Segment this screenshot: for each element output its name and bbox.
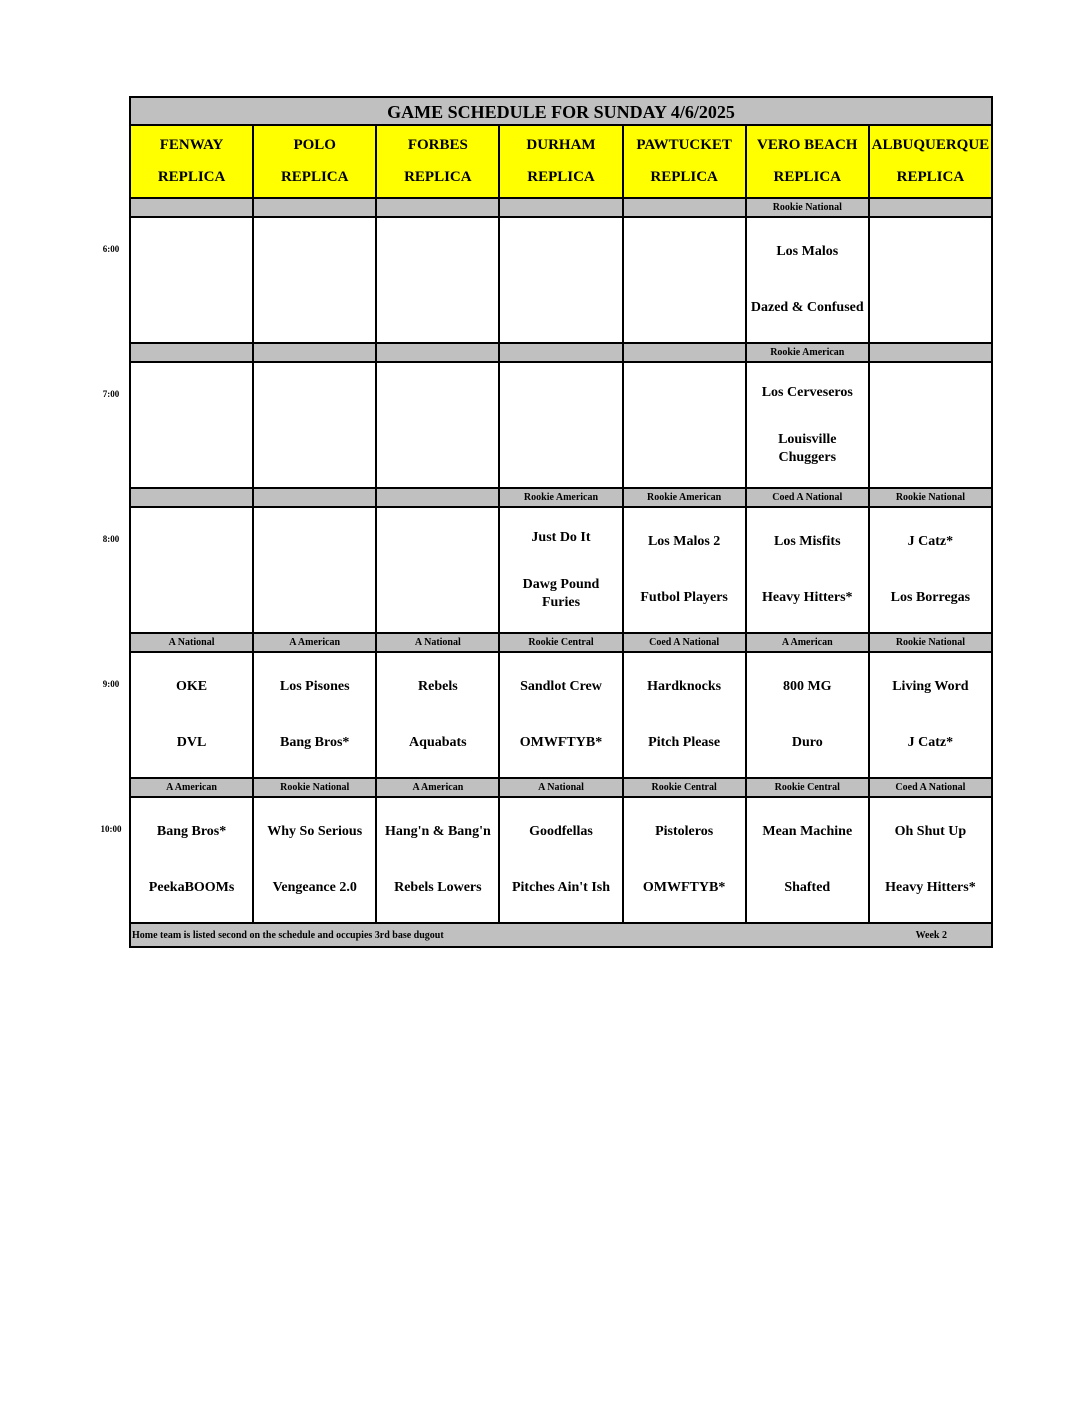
division-label [254, 344, 377, 361]
away-team: Mean Machine [762, 824, 853, 839]
field-subtitle: REPLICA [896, 168, 965, 185]
schedule-title: GAME SCHEDULE FOR SUNDAY 4/6/2025 [131, 98, 991, 126]
home-team: Rebels Lowers [394, 880, 482, 895]
division-label: Rookie Central [747, 779, 870, 796]
division-label: A American [254, 634, 377, 651]
time-label: 9:00 [102, 679, 120, 689]
game-cell [870, 508, 991, 632]
home-team: Shafted [784, 880, 831, 895]
field-name: PAWTUCKET [636, 137, 732, 154]
game-cell [870, 218, 991, 342]
division-label [500, 344, 623, 361]
division-label [870, 344, 991, 361]
game-cell [624, 363, 747, 487]
game-cell [254, 798, 377, 922]
home-team: J Catz* [907, 735, 954, 750]
field-header [377, 126, 500, 197]
game-row [131, 508, 991, 634]
field-header [747, 126, 870, 197]
away-team: Los Cerveseros [761, 384, 853, 400]
field-header-row [131, 126, 991, 199]
home-team: OMWFTYB* [519, 735, 603, 750]
game-cell [377, 798, 500, 922]
division-label [131, 489, 254, 506]
time-label: 7:00 [102, 389, 120, 399]
home-team: Los Borregas [890, 590, 971, 605]
game-cell [624, 798, 747, 922]
game-row [131, 798, 991, 924]
game-cell [254, 653, 377, 777]
division-label: Rookie National [254, 779, 377, 796]
away-team: Pistoleros [655, 824, 714, 839]
field-subtitle: REPLICA [650, 168, 718, 185]
away-team: Just Do It [531, 529, 591, 545]
division-label [624, 344, 747, 361]
time-label: 8:00 [102, 534, 120, 544]
away-team: 800 MG [782, 679, 832, 694]
away-team: Los Pisones [279, 679, 350, 694]
home-team: Dawg Pound Furies [522, 576, 600, 610]
game-cell [131, 363, 254, 487]
field-subtitle: REPLICA [404, 168, 472, 185]
division-label: Coed A National [747, 489, 870, 506]
field-header [624, 126, 747, 197]
field-subtitle: REPLICA [773, 168, 842, 185]
time-label: 10:00 [100, 824, 122, 834]
division-row [131, 634, 991, 653]
game-row [131, 363, 991, 489]
game-cell [870, 363, 991, 487]
division-label [377, 489, 500, 506]
game-cell [747, 508, 870, 632]
division-label [870, 199, 991, 216]
division-label: A National [131, 634, 254, 651]
division-label: Rookie American [500, 489, 623, 506]
division-label: A American [747, 634, 870, 651]
game-cell [131, 798, 254, 922]
division-row [131, 489, 991, 508]
division-label: Coed A National [870, 779, 991, 796]
division-label: Rookie National [870, 634, 991, 651]
field-subtitle: REPLICA [527, 168, 595, 185]
division-label: A National [500, 779, 623, 796]
game-cell [500, 218, 623, 342]
home-team: Futbol Players [640, 590, 728, 605]
game-cell [747, 218, 870, 342]
field-subtitle: REPLICA [157, 168, 226, 185]
home-team: OMWFTYB* [642, 880, 726, 895]
division-label: A American [377, 779, 500, 796]
division-label [131, 199, 254, 216]
game-cell [377, 218, 500, 342]
division-label [377, 344, 500, 361]
away-team: Los Malos 2 [647, 534, 721, 549]
schedule-footer [131, 924, 991, 946]
division-label: Rookie National [870, 489, 991, 506]
game-cell [254, 508, 377, 632]
game-cell [377, 363, 500, 487]
field-name: FENWAY [159, 137, 224, 154]
home-team: Aquabats [409, 735, 467, 750]
game-cell [747, 653, 870, 777]
division-label: Rookie Central [624, 779, 747, 796]
game-cell [254, 363, 377, 487]
division-label: Coed A National [624, 634, 747, 651]
field-header [870, 126, 991, 197]
division-label [254, 199, 377, 216]
game-cell [624, 508, 747, 632]
home-team: Pitches Ain't Ish [511, 880, 610, 895]
field-header [131, 126, 254, 197]
home-team: Heavy Hitters* [885, 880, 976, 895]
away-team: OKE [176, 679, 208, 694]
time-label: 6:00 [102, 244, 120, 254]
home-team: DVL [176, 735, 207, 750]
away-team: Oh Shut Up [894, 824, 967, 839]
game-cell [377, 508, 500, 632]
division-label: Rookie National [747, 199, 870, 216]
division-row [131, 779, 991, 798]
away-team: Rebels [418, 679, 458, 694]
away-team: Hardknocks [647, 679, 722, 694]
field-header [254, 126, 377, 197]
game-cell [500, 363, 623, 487]
home-team: Pitch Please [648, 735, 721, 750]
game-cell [747, 363, 870, 487]
home-team: PeekaBOOMs [148, 880, 235, 895]
game-cell [500, 798, 623, 922]
field-name: VERO BEACH [757, 137, 858, 154]
game-cell [131, 508, 254, 632]
division-label [131, 344, 254, 361]
game-cell [624, 218, 747, 342]
field-name: FORBES [407, 137, 468, 154]
game-cell [377, 653, 500, 777]
field-name: DURHAM [526, 137, 596, 154]
division-label [500, 199, 623, 216]
game-cell [624, 653, 747, 777]
away-team: Why So Serious [267, 824, 363, 839]
division-label: A American [131, 779, 254, 796]
division-label: A National [377, 634, 500, 651]
field-name: POLO [293, 137, 336, 154]
week-label: Week 2 [915, 929, 947, 941]
game-cell [870, 653, 991, 777]
division-row [131, 344, 991, 363]
home-team: Dazed & Confused [750, 300, 864, 315]
away-team: Goodfellas [529, 824, 593, 839]
division-row [131, 199, 991, 218]
game-row [131, 653, 991, 779]
division-label [254, 489, 377, 506]
game-cell [254, 218, 377, 342]
home-team: Vengeance 2.0 [272, 880, 357, 895]
game-cell [870, 798, 991, 922]
game-cell [500, 653, 623, 777]
away-team: J Catz* [907, 534, 954, 549]
game-cell [747, 798, 870, 922]
game-cell [131, 218, 254, 342]
home-team: Heavy Hitters* [761, 590, 853, 605]
schedule-table [129, 96, 993, 948]
away-team: Hang'n & Bang'n [384, 824, 491, 839]
game-row [131, 218, 991, 344]
field-header [500, 126, 623, 197]
division-label: Rookie American [747, 344, 870, 361]
away-team: Los Malos [776, 244, 839, 259]
game-cell [131, 653, 254, 777]
away-team: Living Word [892, 679, 969, 694]
division-label [624, 199, 747, 216]
field-subtitle: REPLICA [280, 168, 349, 185]
time-slots [131, 199, 991, 924]
home-team: Louisville Chuggers [778, 431, 837, 465]
division-label [377, 199, 500, 216]
division-label: Rookie American [624, 489, 747, 506]
game-cell [500, 508, 623, 632]
home-team: Duro [791, 735, 823, 750]
field-name: ALBUQUERQUE [871, 137, 990, 154]
home-team: Bang Bros* [280, 735, 350, 750]
away-team: Sandlot Crew [520, 679, 602, 694]
division-label: Rookie Central [500, 634, 623, 651]
away-team: Bang Bros* [156, 824, 227, 839]
away-team: Los Misfits [774, 534, 841, 549]
footer-note: Home team is listed second on the schedule and occupies 3rd base dugout [132, 929, 444, 941]
